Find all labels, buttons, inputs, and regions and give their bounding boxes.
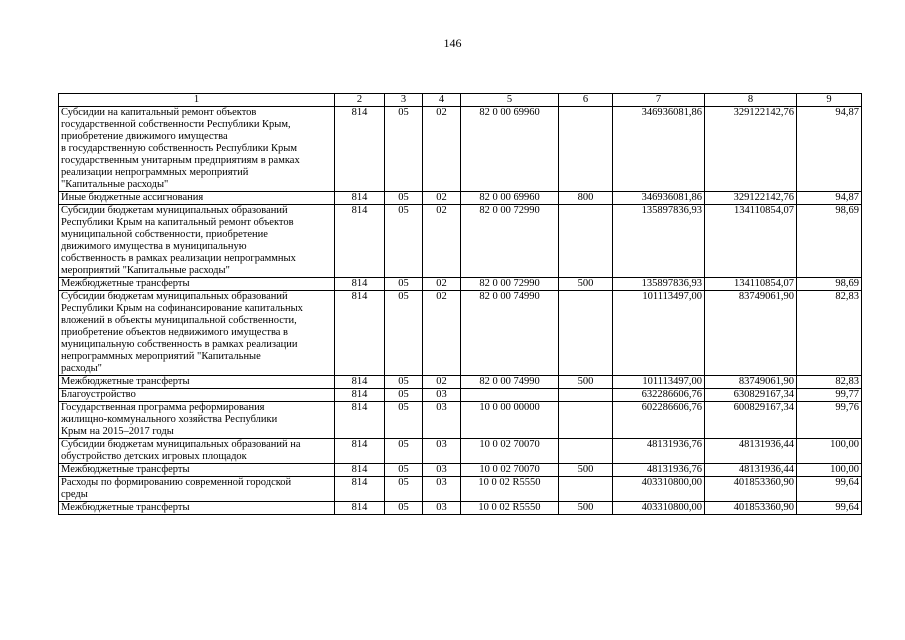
header-row (59, 94, 862, 107)
section-code-cell: 05 (385, 205, 423, 278)
section-code-cell: 05 (385, 291, 423, 376)
column-header: 7 (613, 94, 705, 107)
table-row (59, 402, 862, 439)
page-number: 146 (443, 36, 462, 50)
executed-amount-cell: 329122142,76 (705, 192, 797, 205)
executed-amount-cell: 134110854,07 (705, 278, 797, 291)
approved-amount-cell: 101113497,00 (613, 291, 705, 376)
subsection-code-cell: 02 (423, 291, 461, 376)
table-row (59, 477, 862, 502)
target-article-cell: 82 0 00 72990 (461, 205, 559, 278)
approved-amount-cell: 346936081,86 (613, 192, 705, 205)
approved-amount-cell: 632286606,76 (613, 389, 705, 402)
section-code-cell: 05 (385, 389, 423, 402)
executed-amount-cell: 630829167,34 (705, 389, 797, 402)
column-header: 3 (385, 94, 423, 107)
executed-amount-cell: 134110854,07 (705, 205, 797, 278)
target-article-cell: 10 0 02 70070 (461, 464, 559, 477)
section-code-cell: 05 (385, 464, 423, 477)
target-article-cell: 82 0 00 69960 (461, 192, 559, 205)
table-row (59, 502, 862, 515)
target-article-cell: 82 0 00 69960 (461, 107, 559, 192)
expense-type-cell (559, 439, 613, 464)
executed-amount-cell: 329122142,76 (705, 107, 797, 192)
column-header: 5 (461, 94, 559, 107)
section-code-cell: 05 (385, 502, 423, 515)
column-header: 9 (797, 94, 862, 107)
column-header: 6 (559, 94, 613, 107)
subsection-code-cell: 03 (423, 502, 461, 515)
executed-amount-cell: 48131936,44 (705, 464, 797, 477)
section-code-cell: 05 (385, 439, 423, 464)
subsection-code-cell: 02 (423, 192, 461, 205)
grbs-code-cell: 814 (335, 402, 385, 439)
execution-percent-cell: 94,87 (797, 192, 862, 205)
execution-percent-cell: 99,64 (797, 477, 862, 502)
execution-percent-cell: 98,69 (797, 205, 862, 278)
expense-type-cell: 500 (559, 464, 613, 477)
executed-amount-cell: 83749061,90 (705, 376, 797, 389)
row-name-cell: Межбюджетные трансферты (59, 464, 335, 477)
row-name-cell: Субсидии на капитальный ремонт объектов государственной собственности Республики Крым, приобретение движимого имущества в государственную собственность Республики Крым государственным унитарным предприятиям в рамках реализации непрограммных мероприятий "Капитальные расходы" (59, 107, 335, 192)
execution-percent-cell: 99,64 (797, 502, 862, 515)
approved-amount-cell: 48131936,76 (613, 464, 705, 477)
grbs-code-cell: 814 (335, 477, 385, 502)
execution-percent-cell: 99,77 (797, 389, 862, 402)
row-name-cell: Государственная программа реформирования жилищно-коммунального хозяйства Республики Крым на 2015–2017 годы (59, 402, 335, 439)
subsection-code-cell: 02 (423, 376, 461, 389)
grbs-code-cell: 814 (335, 205, 385, 278)
table-row (59, 278, 862, 291)
row-name-cell: Межбюджетные трансферты (59, 376, 335, 389)
expense-type-cell (559, 402, 613, 439)
approved-amount-cell: 403310800,00 (613, 502, 705, 515)
row-name-cell: Расходы по формированию современной городской среды (59, 477, 335, 502)
grbs-code-cell: 814 (335, 291, 385, 376)
grbs-code-cell: 814 (335, 107, 385, 192)
section-code-cell: 05 (385, 376, 423, 389)
executed-amount-cell: 401853360,90 (705, 477, 797, 502)
subsection-code-cell: 03 (423, 389, 461, 402)
approved-amount-cell: 403310800,00 (613, 477, 705, 502)
expense-type-cell (559, 205, 613, 278)
row-name-cell: Благоустройство (59, 389, 335, 402)
approved-amount-cell: 346936081,86 (613, 107, 705, 192)
section-code-cell: 05 (385, 477, 423, 502)
approved-amount-cell: 101113497,00 (613, 376, 705, 389)
subsection-code-cell: 03 (423, 439, 461, 464)
execution-percent-cell: 99,76 (797, 402, 862, 439)
grbs-code-cell: 814 (335, 389, 385, 402)
table-row (59, 376, 862, 389)
table-row (59, 389, 862, 402)
grbs-code-cell: 814 (335, 192, 385, 205)
target-article-cell: 10 0 02 R5550 (461, 477, 559, 502)
row-name-cell: Субсидии бюджетам муниципальных образований Республики Крым на софинансирование капитальных вложений в объекты муниципальной собственности, приобретение объектов недвижимого имущества в муниципальную собственность в рамках реализации непрограммных мероприятий "Капитальные расходы" (59, 291, 335, 376)
executed-amount-cell: 83749061,90 (705, 291, 797, 376)
section-code-cell: 05 (385, 278, 423, 291)
column-header: 8 (705, 94, 797, 107)
grbs-code-cell: 814 (335, 439, 385, 464)
expense-type-cell: 800 (559, 192, 613, 205)
target-article-cell (461, 389, 559, 402)
grbs-code-cell: 814 (335, 502, 385, 515)
row-name-cell: Иные бюджетные ассигнования (59, 192, 335, 205)
approved-amount-cell: 48131936,76 (613, 439, 705, 464)
section-code-cell: 05 (385, 107, 423, 192)
table-row (59, 439, 862, 464)
grbs-code-cell: 814 (335, 376, 385, 389)
approved-amount-cell: 135897836,93 (613, 205, 705, 278)
target-article-cell: 82 0 00 72990 (461, 278, 559, 291)
table-body (59, 107, 862, 515)
expense-type-cell (559, 107, 613, 192)
subsection-code-cell: 03 (423, 464, 461, 477)
table-header (59, 94, 862, 107)
grbs-code-cell: 814 (335, 278, 385, 291)
execution-percent-cell: 98,69 (797, 278, 862, 291)
table-row (59, 205, 862, 278)
target-article-cell: 10 0 02 70070 (461, 439, 559, 464)
column-header: 2 (335, 94, 385, 107)
grbs-code-cell: 814 (335, 464, 385, 477)
executed-amount-cell: 600829167,34 (705, 402, 797, 439)
table-row (59, 107, 862, 192)
execution-percent-cell: 82,83 (797, 291, 862, 376)
row-name-cell: Межбюджетные трансферты (59, 502, 335, 515)
table-row (59, 291, 862, 376)
expense-type-cell: 500 (559, 278, 613, 291)
budget-table (58, 93, 862, 515)
expense-type-cell (559, 389, 613, 402)
table-row (59, 464, 862, 477)
row-name-cell: Субсидии бюджетам муниципальных образований на обустройство детских игровых площадок (59, 439, 335, 464)
execution-percent-cell: 82,83 (797, 376, 862, 389)
section-code-cell: 05 (385, 192, 423, 205)
column-header: 1 (59, 94, 335, 107)
expense-type-cell: 500 (559, 502, 613, 515)
expense-type-cell: 500 (559, 376, 613, 389)
executed-amount-cell: 401853360,90 (705, 502, 797, 515)
execution-percent-cell: 100,00 (797, 439, 862, 464)
subsection-code-cell: 02 (423, 205, 461, 278)
section-code-cell: 05 (385, 402, 423, 439)
subsection-code-cell: 02 (423, 278, 461, 291)
target-article-cell: 82 0 00 74990 (461, 376, 559, 389)
subsection-code-cell: 02 (423, 107, 461, 192)
target-article-cell: 82 0 00 74990 (461, 291, 559, 376)
expense-type-cell (559, 291, 613, 376)
executed-amount-cell: 48131936,44 (705, 439, 797, 464)
row-name-cell: Субсидии бюджетам муниципальных образований Республики Крым на капитальный ремонт объектов муниципальной собственности, приобретение движимого имущества в муниципальную собственность в рамках реализации непрограммных мероприятий "Капитальные расходы" (59, 205, 335, 278)
execution-percent-cell: 94,87 (797, 107, 862, 192)
execution-percent-cell: 100,00 (797, 464, 862, 477)
approved-amount-cell: 135897836,93 (613, 278, 705, 291)
target-article-cell: 10 0 00 00000 (461, 402, 559, 439)
expense-type-cell (559, 477, 613, 502)
column-header: 4 (423, 94, 461, 107)
subsection-code-cell: 03 (423, 402, 461, 439)
approved-amount-cell: 602286606,76 (613, 402, 705, 439)
row-name-cell: Межбюджетные трансферты (59, 278, 335, 291)
table-row (59, 192, 862, 205)
subsection-code-cell: 03 (423, 477, 461, 502)
target-article-cell: 10 0 02 R5550 (461, 502, 559, 515)
